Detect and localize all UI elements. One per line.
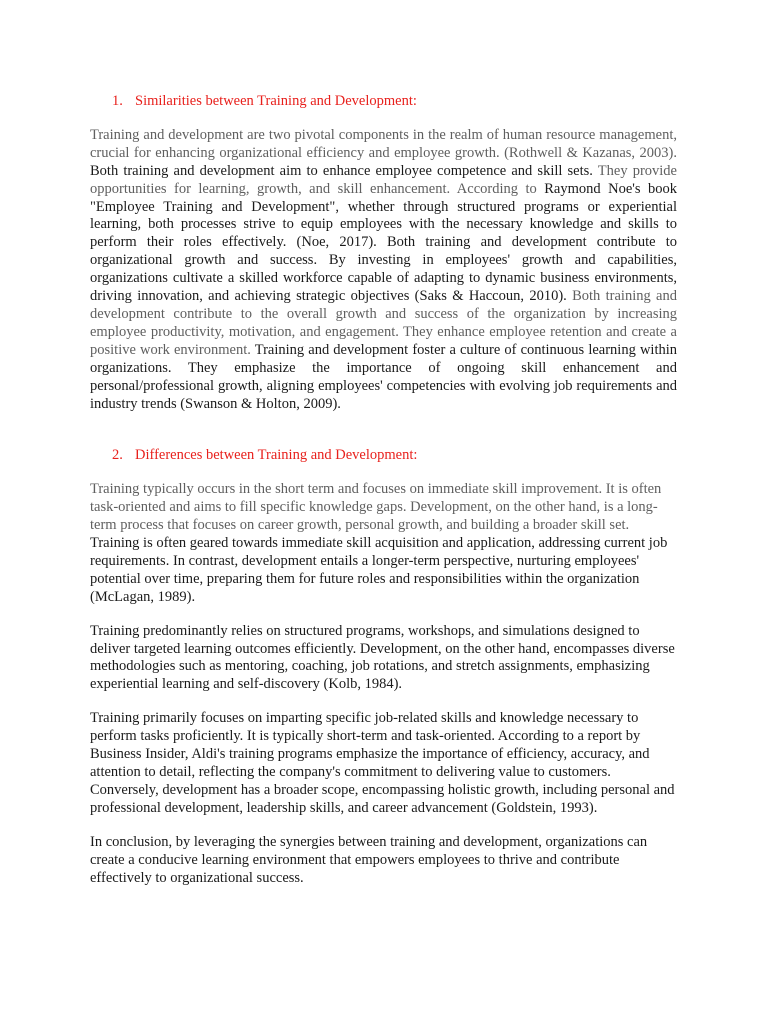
- section-2-paragraph-2: Training predominantly relies on structured programs, workshops, and simulations designed to deliver targeted learning outcomes efficiently. Development, on the other hand, encompasses diverse methodologies such as mentoring, coaching, job rotations, and stretch assignments, emphasizing experiential learning and self-discovery (Kolb, 1984).: [90, 622, 675, 693]
- section-2-title: Differences between Training and Development:: [135, 447, 418, 464]
- section-2-number: 2.: [112, 447, 123, 464]
- section-2-paragraph-1: [90, 481, 677, 606]
- section-2-heading: [90, 447, 677, 465]
- text-run: Both training and development aim to enhance employee competence and skill sets.: [90, 162, 598, 179]
- section-1-paragraph: [90, 127, 677, 414]
- text-run: Training and development are two pivotal components in the realm of human resource management, crucial for enhancing organizational efficiency and employee growth. (Rothwell & Kazanas, 2003).: [90, 126, 677, 161]
- conclusion-paragraph: In conclusion, by leveraging the synergies between training and development, organizations can create a conducive learning environment that empowers employees to thrive and contribute effectively to organizational success.: [90, 833, 648, 886]
- section-2-paragraph-3: Training primarily focuses on imparting specific job-related skills and knowledge necessary to perform tasks proficiently. It is typically short-term and task-oriented. According to a report by Business Insider, Aldi's training programs emphasize the importance of efficiency, accuracy, and attention to detail, reflecting the company's commitment to delivering value to customers. Conversely, development has a broader scope, encompassing holistic growth, including personal and professional development, leadership skills, and career advancement (Goldstein, 1993).: [90, 710, 675, 816]
- text-run: Training is often geared towards immediate skill acquisition and application, addressing current job requirements. In contrast, development entails a longer-term perspective, nurturing employees' potential over time, preparing them for future roles and responsibilities within the organization (McLagan, 1989).: [90, 535, 668, 605]
- section-1-heading: [90, 93, 677, 111]
- document-page: [90, 93, 677, 887]
- text-run: Raymond Noe's book "Employee Training and Development", whether through structured programs or experiential learning, both processes strive to equip employees with the necessary knowledge and skills to perform their roles effectively. (Noe, 2017). Both training and development contribute to organizational growth and success. By investing in employees' growth and capabilities, organizations cultivate a skilled workforce capable of adapting to dynamic business environments, driving innovation, and achieving strategic objectives (Saks & Haccoun, 2010).: [90, 180, 677, 305]
- section-1-number: 1.: [112, 93, 123, 109]
- text-run: They provide opportunities for learning, growth, and skill enhancement. According to: [90, 162, 677, 197]
- text-run: Both training and development contribute to the overall growth and success of the organization by increasing employee productivity, motivation, and engagement. They enhance employee retention and create a positive work environment.: [90, 288, 677, 358]
- section-1-title: Similarities between Training and Development:: [135, 93, 417, 109]
- text-run: Training and development foster a culture of continuous learning within organizations. They emphasize the importance of ongoing skill enhancement and personal/professional growth, aligning employees' competencies with evolving job requirements and industry trends (Swanson & Holton, 2009).: [90, 341, 677, 412]
- text-run: Training typically occurs in the short term and focuses on immediate skill improvement. It is often task-oriented and aims to fill specific knowledge gaps. Development, on the other hand, is a long-term process that focuses on career growth, personal growth, and building a broader skill set.: [90, 481, 662, 534]
